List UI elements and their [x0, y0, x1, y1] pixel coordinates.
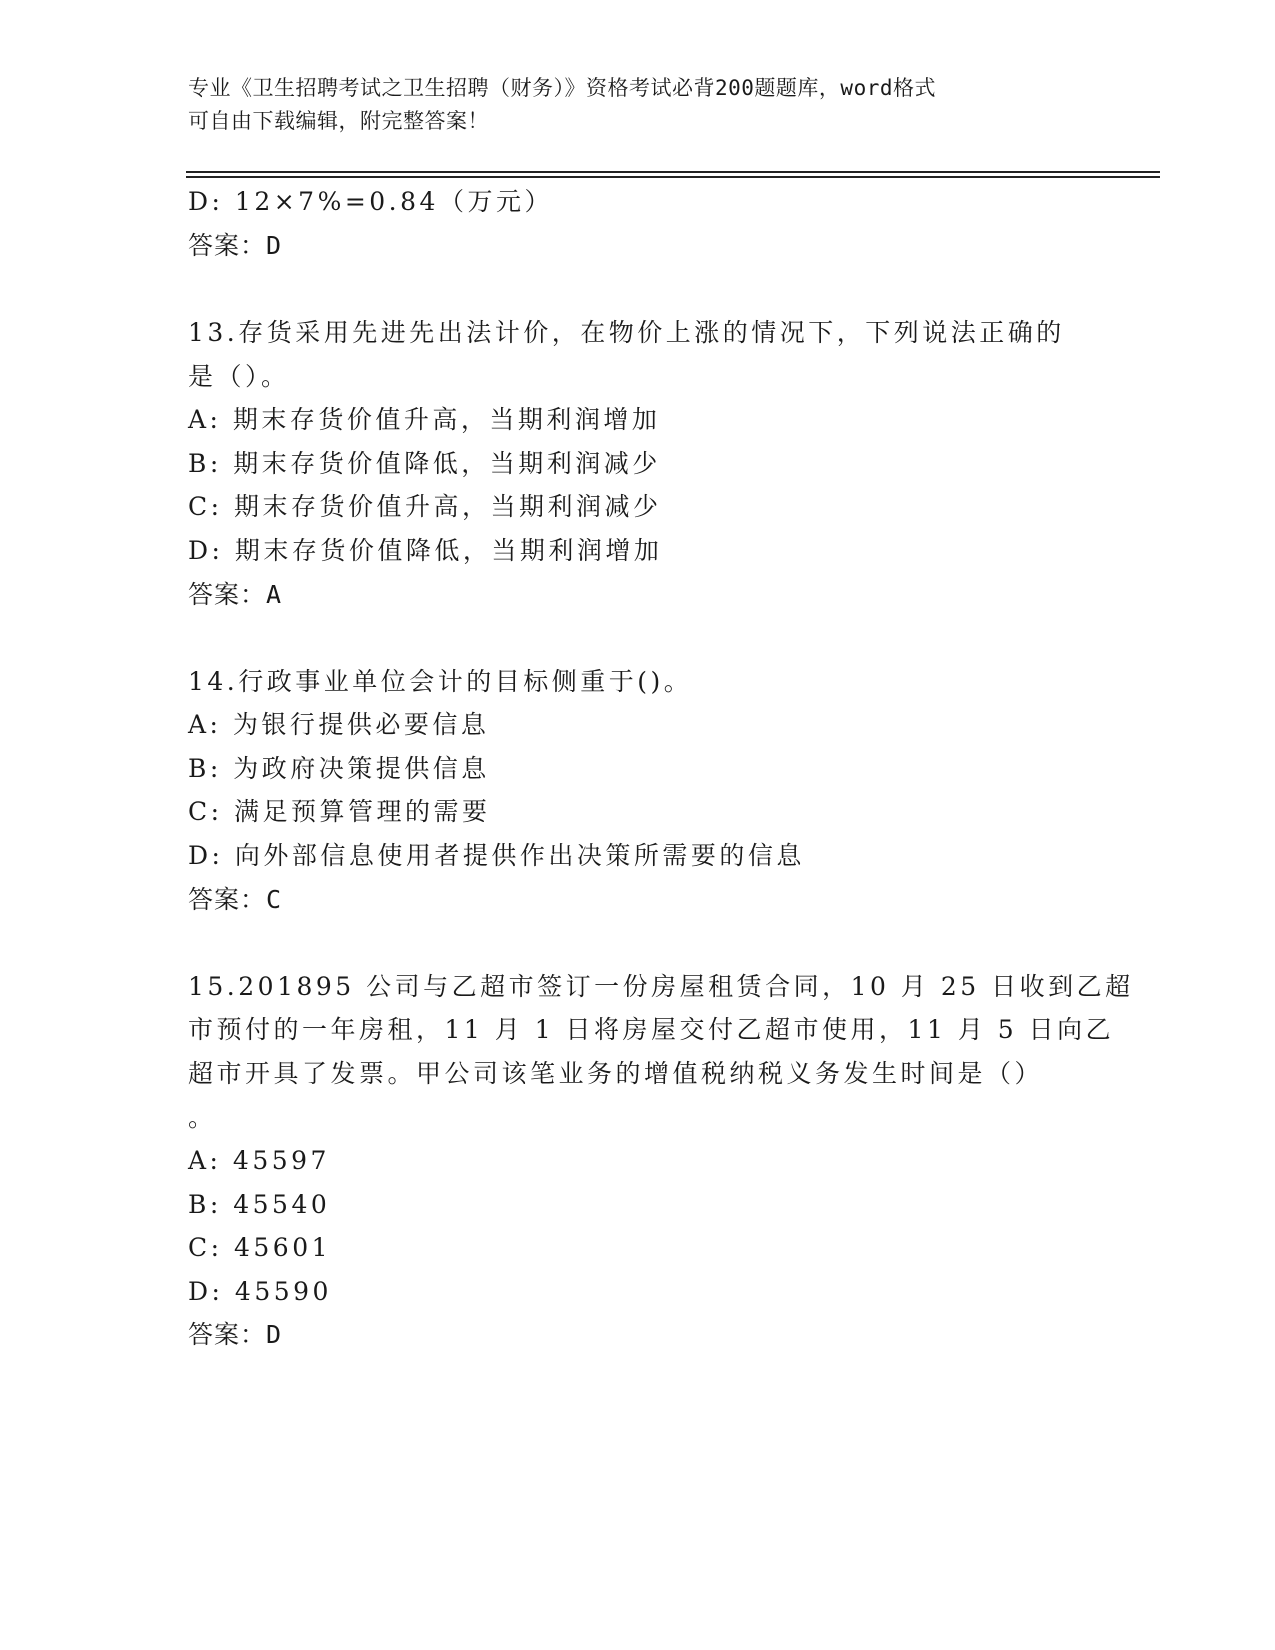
- header-subtitle-line: 可自由下载编辑，附完整答案！: [188, 109, 489, 133]
- question-13-stem-line-2: 是（）。: [188, 362, 290, 391]
- question-14-option-b: B: 为政府决策提供信息: [188, 754, 490, 783]
- question-15-option-a: A: 45597: [188, 1146, 330, 1175]
- question-14-option-a: A: 为银行提供必要信息: [188, 710, 490, 739]
- question-15-stem-line-4: 。: [188, 1103, 217, 1132]
- header-divider-top: [186, 171, 1160, 173]
- question-14-option-c: C: 满足预算管理的需要: [188, 797, 491, 826]
- question-15-stem-line-2: 市预付的一年房租，11 月 1 日将房屋交付乙超市使用，11 月 5 日向乙: [188, 1015, 1115, 1044]
- question-13-option-d: D: 期末存货价值降低，当期利润增加: [188, 536, 663, 565]
- question-14-option-d: D: 向外部信息使用者提供作出决策所需要的信息: [188, 841, 805, 870]
- prev-option-d: D: 12×7%=0.84（万元）: [188, 187, 553, 216]
- question-15-answer: 答案：D: [188, 1320, 283, 1349]
- question-13-stem-line-1: 13.存货采用先进先出法计价，在物价上涨的情况下，下列说法正确的: [188, 318, 1065, 347]
- question-15-stem-line-3: 超市开具了发票。甲公司该笔业务的增值税纳税义务发生时间是（）: [188, 1059, 1044, 1088]
- question-15-option-d: D: 45590: [188, 1277, 332, 1306]
- question-15-option-c: C: 45601: [188, 1233, 332, 1262]
- question-13-option-a: A: 期末存货价值升高，当期利润增加: [188, 405, 661, 434]
- header-divider-bottom: [186, 176, 1160, 178]
- question-13-option-b: B: 期末存货价值降低，当期利润减少: [188, 449, 661, 478]
- question-14-answer: 答案：C: [188, 885, 283, 914]
- question-13-answer: 答案：A: [188, 580, 283, 609]
- question-15-option-b: B: 45540: [188, 1190, 331, 1219]
- prev-answer: 答案：D: [188, 231, 283, 260]
- document-header: [188, 72, 1068, 138]
- question-15-stem-line-1: 15.201895 公司与乙超市签订一份房屋租赁合同，10 月 25 日收到乙超: [188, 972, 1134, 1001]
- question-14-stem-line-1: 14.行政事业单位会计的目标侧重于()。: [188, 667, 693, 696]
- question-13-option-c: C: 期末存货价值升高，当期利润减少: [188, 492, 662, 521]
- header-title-line: 专业《卫生招聘考试之卫生招聘（财务）》资格考试必背200题题库，word格式: [188, 76, 936, 100]
